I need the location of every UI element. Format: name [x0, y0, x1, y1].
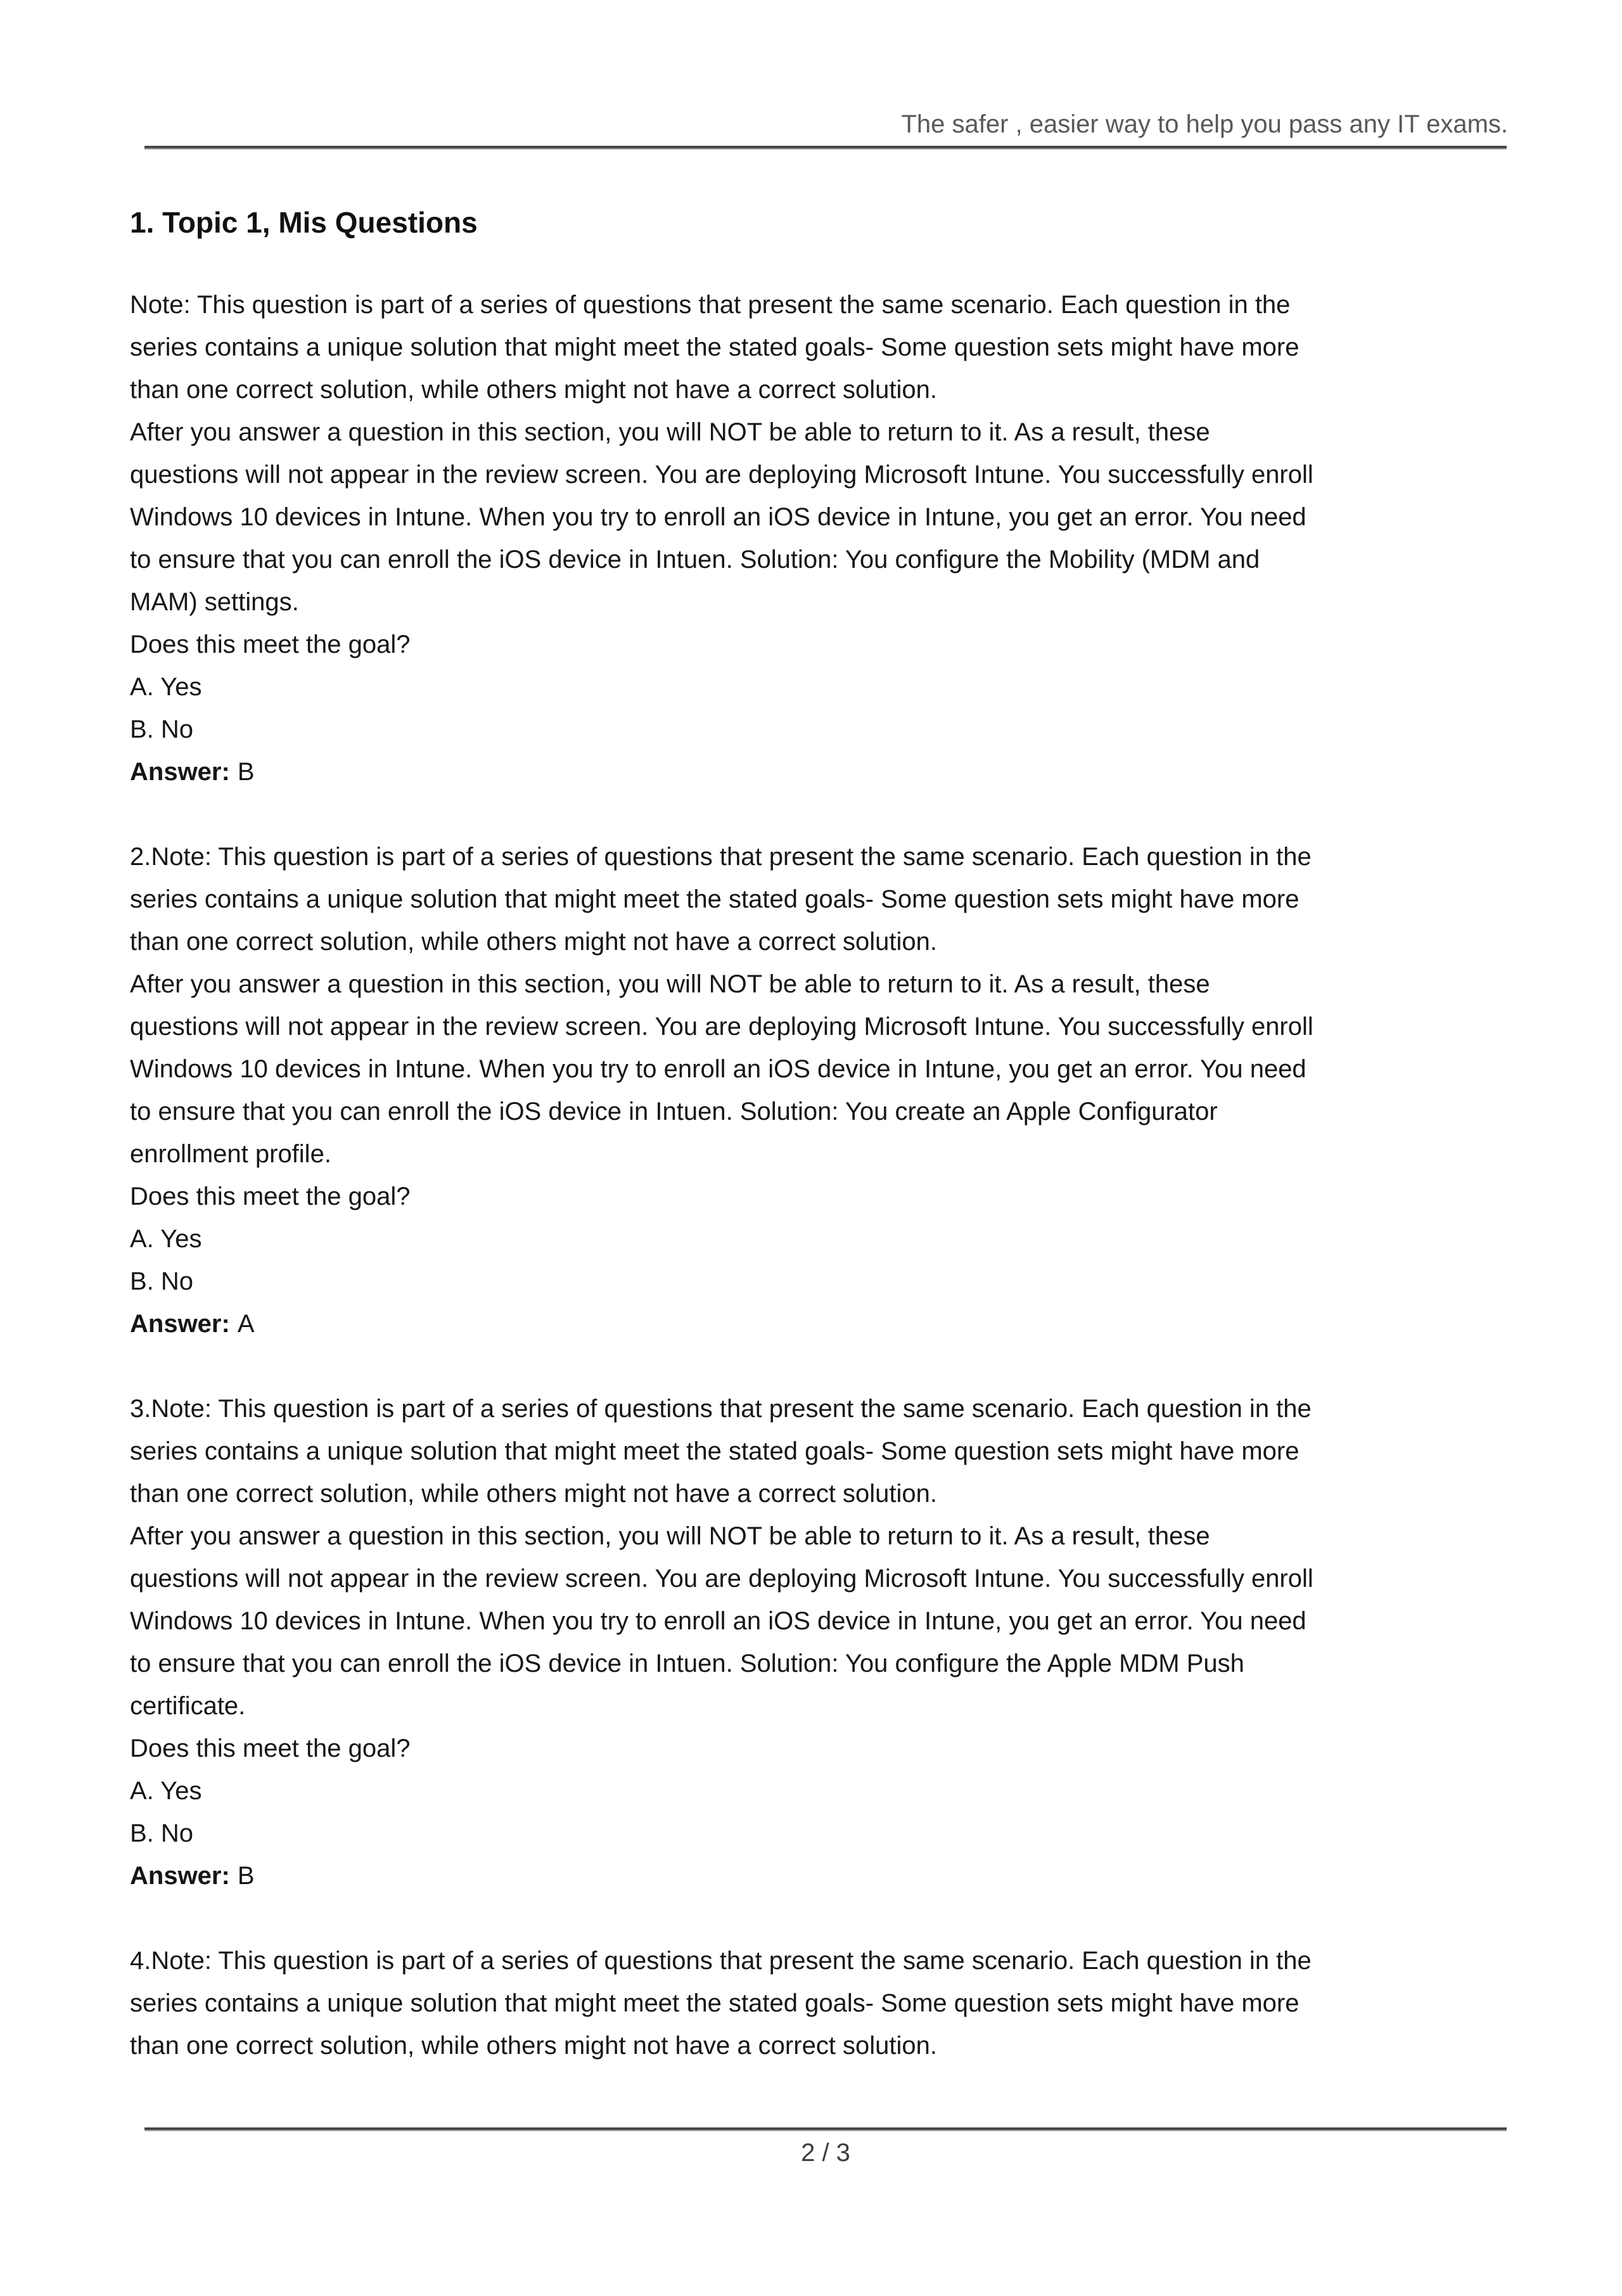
answer-label: Answer:: [130, 758, 230, 786]
text-line: Windows 10 devices in Intune. When you try to enroll an iOS device in Intune, you get an error. You need: [130, 1607, 1306, 1635]
page-number: 2 / 3: [801, 2139, 850, 2167]
text-line: A. Yes: [130, 673, 202, 701]
text-line: Does this meet the goal?: [130, 1735, 411, 1762]
answer-value: B: [237, 1862, 255, 1890]
question-1-text: [130, 284, 1530, 751]
text-line: series contains a unique solution that might meet the stated goals- Some question sets might have more: [130, 1989, 1300, 2017]
text-line: After you answer a question in this section, you will NOT be able to return to it. As a result, these: [130, 1522, 1210, 1550]
answer-line: [130, 751, 1530, 793]
text-line: MAM) settings.: [130, 588, 299, 616]
question-block-2: [130, 836, 1530, 1345]
text-line: to ensure that you can enroll the iOS device in Intuen. Solution: You create an Apple Configurator: [130, 1098, 1218, 1126]
question-block-4: [130, 1940, 1530, 2067]
text-line: 2.Note: This question is part of a series of questions that present the same scenario. Each question in the: [130, 843, 1312, 871]
question-block-1: [130, 284, 1530, 793]
question-4-text: [130, 1940, 1530, 2067]
header-tagline: The safer , easier way to help you pass any IT exams.: [901, 110, 1508, 138]
answer-label: Answer:: [130, 1310, 230, 1338]
text-line: certificate.: [130, 1692, 246, 1720]
page-title: 1. Topic 1, Mis Questions: [130, 206, 478, 239]
text-line: than one correct solution, while others might not have a correct solution.: [130, 1480, 938, 1508]
text-line: Does this meet the goal?: [130, 631, 411, 658]
text-line: A. Yes: [130, 1225, 202, 1253]
answer-value: A: [237, 1310, 255, 1338]
text-line: series contains a unique solution that might meet the stated goals- Some question sets might have more: [130, 333, 1300, 361]
text-line: Note: This question is part of a series of questions that present the same scenario. Each question in the: [130, 291, 1291, 319]
text-line: questions will not appear in the review screen. You are deploying Microsoft Intune. You successfully enroll: [130, 461, 1313, 489]
text-line: 3.Note: This question is part of a series of questions that present the same scenario. Each question in the: [130, 1395, 1312, 1423]
text-line: to ensure that you can enroll the iOS device in Intuen. Solution: You configure the Apple MDM Push: [130, 1650, 1244, 1677]
text-line: After you answer a question in this section, you will NOT be able to return to it. As a result, these: [130, 970, 1210, 998]
header-divider: [144, 146, 1507, 150]
text-line: Does this meet the goal?: [130, 1183, 411, 1210]
text-line: questions will not appear in the review screen. You are deploying Microsoft Intune. You successfully enroll: [130, 1565, 1313, 1593]
text-line: questions will not appear in the review screen. You are deploying Microsoft Intune. You successfully enroll: [130, 1013, 1313, 1041]
answer-label: Answer:: [130, 1862, 230, 1890]
text-line: B. No: [130, 1267, 194, 1295]
text-line: enrollment profile.: [130, 1140, 331, 1168]
text-line: After you answer a question in this section, you will NOT be able to return to it. As a result, these: [130, 418, 1210, 446]
text-line: 4.Note: This question is part of a series of questions that present the same scenario. Each question in the: [130, 1947, 1312, 1975]
question-3-text: [130, 1388, 1530, 1855]
text-line: Windows 10 devices in Intune. When you try to enroll an iOS device in Intune, you get an error. You need: [130, 503, 1306, 531]
text-line: A. Yes: [130, 1777, 202, 1805]
question-2-text: [130, 836, 1530, 1303]
text-line: B. No: [130, 1819, 194, 1847]
text-line: B. No: [130, 715, 194, 743]
question-block-3: [130, 1388, 1530, 1897]
text-line: series contains a unique solution that might meet the stated goals- Some question sets might have more: [130, 1437, 1300, 1465]
text-line: than one correct solution, while others might not have a correct solution.: [130, 928, 938, 956]
text-line: Windows 10 devices in Intune. When you try to enroll an iOS device in Intune, you get an error. You need: [130, 1055, 1306, 1083]
text-line: than one correct solution, while others might not have a correct solution.: [130, 2032, 938, 2060]
answer-line: [130, 1855, 1530, 1897]
answer-value: B: [237, 758, 255, 786]
text-line: to ensure that you can enroll the iOS device in Intuen. Solution: You configure the Mobility (MDM and: [130, 546, 1260, 574]
answer-line: [130, 1303, 1530, 1345]
text-line: series contains a unique solution that might meet the stated goals- Some question sets might have more: [130, 885, 1300, 913]
text-line: than one correct solution, while others might not have a correct solution.: [130, 376, 938, 404]
footer-divider: [144, 2127, 1507, 2131]
